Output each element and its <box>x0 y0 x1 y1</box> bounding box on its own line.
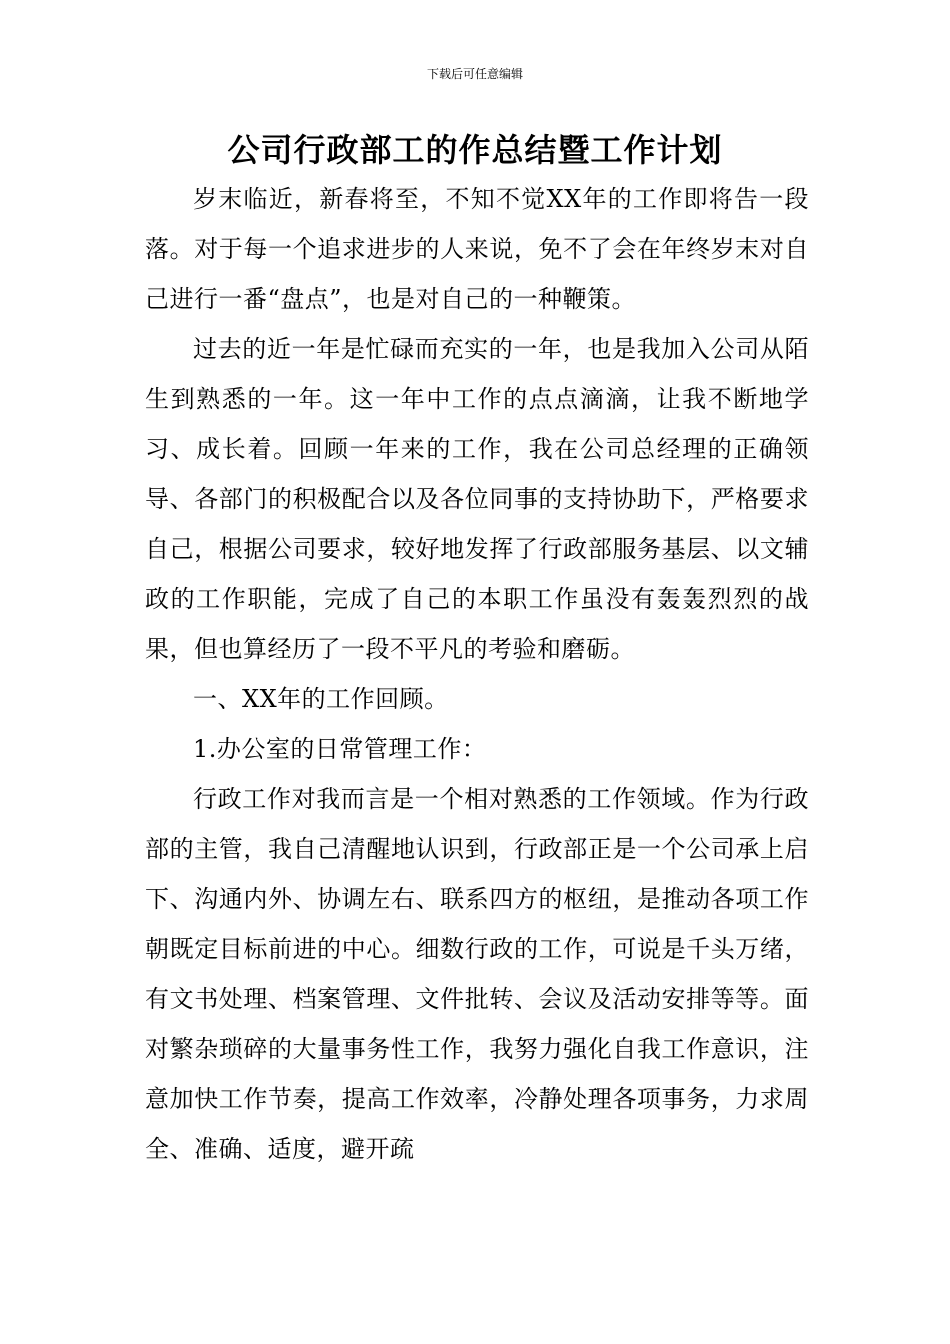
paragraph: 过去的近一年是忙碌而充实的一年，也是我加入公司从陌生到熟悉的一年。这一年中工作的点点滴滴，让我不断地学习、成长着。回顾一年来的工作，我在公司总经理的正确领导、各部门的积极配合以及各位同事的支持协助下，严格要求自己，根据公司要求，较好地发挥了行政部服务基层、以文辅政的工作职能，完成了自己的本职工作虽没有轰轰烈烈的战果，但也算经历了一段不平凡的考验和磨砺。 <box>145 335 809 663</box>
paragraph: 岁末临近，新春将至，不知不觉XX年的工作即将告一段落。对于每一个追求进步的人来说，免不了会在年终岁末对自己进行一番“盘点”，也是对自己的一种鞭策。 <box>145 185 809 313</box>
paragraph: 行政工作对我而言是一个相对熟悉的工作领域。作为行政部的主管，我自己清醒地认识到，行政部正是一个公司承上启下、沟通内外、协调左右、联系四方的枢纽，是推动各项工作朝既定目标前进的中心。细数行政的工作，可说是千头万绪，有文书处理、档案管理、文件批转、会议及活动安排等等。面对繁杂琐碎的大量事务性工作，我努力强化自我工作意识，注意加快工作节奏，提高工作效率，冷静处理各项事务，力求周全、准确、适度，避开疏 <box>145 785 809 1163</box>
document-body <box>145 174 809 1174</box>
document-title: 公司行政部工的作总结暨工作计划 <box>227 131 723 169</box>
section-heading: 一、XX年的工作回顾。 <box>193 685 449 713</box>
subsection-heading: 1.办公室的日常管理工作： <box>193 735 487 763</box>
header-note: 下载后可任意编辑 <box>426 67 523 81</box>
